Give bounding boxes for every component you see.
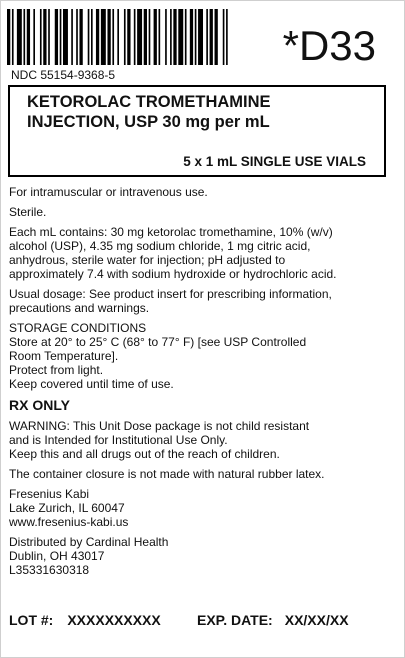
distributor-line: Dublin, OH 43017: [9, 549, 105, 563]
barcode-bar: [165, 9, 167, 65]
barcode-bar: [195, 9, 197, 65]
package-size: 5 x 1 mL SINGLE USE VIALS: [183, 154, 366, 169]
warning-line: and is Intended for Institutional Use Only.: [9, 433, 228, 447]
barcode-bar: [12, 9, 14, 65]
composition-line: alcohol (USP), 4.35 mg sodium chloride, 1 mg citric acid,: [9, 239, 311, 253]
barcode-bar: [185, 9, 187, 65]
barcode-bar: [23, 9, 25, 65]
barcode-bar: [55, 9, 58, 65]
barcode-bar: [190, 9, 193, 65]
manufacturer-line: Fresenius Kabi: [9, 487, 90, 501]
composition-line: Each mL contains: 30 mg ketorolac tromethamine, 10% (w/v): [9, 225, 333, 239]
barcode-bar: [60, 9, 62, 65]
label-body: [9, 185, 401, 577]
barcode-bar: [107, 9, 110, 65]
latex-statement: The container closure is not made with natural rubber latex.: [9, 467, 325, 481]
warning-line: Keep this and all drugs out of the reach of children.: [9, 447, 280, 461]
barcode-bar: [178, 9, 183, 65]
rx-only: RX ONLY: [9, 397, 70, 413]
storage-line: Room Temperature].: [9, 349, 119, 363]
exp-value: XX/XX/XX: [284, 612, 349, 628]
storage-heading: STORAGE CONDITIONS: [9, 321, 147, 335]
lot-value: XXXXXXXXXX: [67, 612, 161, 628]
barcode-bar: [79, 9, 82, 65]
barcode-bar: [43, 9, 46, 65]
lot-label: LOT #:: [9, 612, 54, 628]
ndc-number: NDC 55154-9368-5: [11, 68, 116, 82]
barcode: [7, 9, 231, 65]
barcode-bar: [112, 9, 114, 65]
expiration-date: [197, 612, 349, 628]
barcode-bar: [88, 9, 90, 65]
composition-line: approximately 7.4 with sodium hydroxide or hydrochloric acid.: [9, 267, 337, 281]
barcode-bar: [96, 9, 99, 65]
barcode-bar: [27, 9, 30, 65]
barcode-bar: [134, 9, 136, 65]
lot-number: [9, 612, 161, 628]
barcode-bar: [154, 9, 157, 65]
barcode-bar: [198, 9, 203, 65]
barcode-bar: [71, 9, 73, 65]
drug-name: KETOROLAC TROMETHAMINE: [27, 93, 271, 111]
barcode-bar: [137, 9, 142, 65]
barcode-bar: [48, 9, 50, 65]
barcode-bar: [127, 9, 130, 65]
barcode-bar: [7, 9, 10, 65]
manufacturer-line: Lake Zurich, IL 60047: [9, 501, 125, 515]
route-text: For intramuscular or intravenous use.: [9, 185, 208, 199]
barcode-bar: [91, 9, 93, 65]
barcode-bar: [149, 9, 151, 65]
barcode-bar: [159, 9, 161, 65]
storage-line: Store at 20° to 25° C (68° to 77° F) [see USP Controlled: [9, 335, 307, 349]
barcode-bar: [144, 9, 147, 65]
manufacturer-line: www.fresenius-kabi.us: [9, 515, 129, 529]
barcode-bar: [173, 9, 176, 65]
barcode-bar: [117, 9, 119, 65]
barcode-bar: [17, 9, 22, 65]
storage-line: Keep covered until time of use.: [9, 377, 174, 391]
storage-line: Protect from light.: [9, 363, 104, 377]
distributor-line: Distributed by Cardinal Health: [9, 535, 169, 549]
drug-strength: INJECTION, USP 30 mg per mL: [27, 113, 270, 131]
barcode-bar: [76, 9, 78, 65]
distributor-line: L35331630318: [9, 563, 90, 577]
barcode-bar: [40, 9, 42, 65]
exp-label: EXP. DATE:: [197, 612, 273, 628]
dosage-line: Usual dosage: See product insert for prescribing information,: [9, 287, 332, 301]
warning-line: WARNING: This Unit Dose package is not child resistant: [9, 419, 310, 433]
product-code: *D33: [282, 22, 376, 69]
dosage-line: precautions and warnings.: [9, 301, 150, 315]
barcode-bar: [63, 9, 68, 65]
barcode-bar: [33, 9, 35, 65]
barcode-bar: [210, 9, 213, 65]
barcode-bar: [226, 9, 228, 65]
composition-line: anhydrous, sterile water for injection; pH adjusted to: [9, 253, 286, 267]
barcode-bar: [124, 9, 126, 65]
barcode-bar: [206, 9, 208, 65]
sterile-text: Sterile.: [9, 205, 47, 219]
barcode-bar: [101, 9, 106, 65]
barcode-bar: [215, 9, 218, 65]
barcode-bar: [170, 9, 172, 65]
barcode-bar: [223, 9, 225, 65]
